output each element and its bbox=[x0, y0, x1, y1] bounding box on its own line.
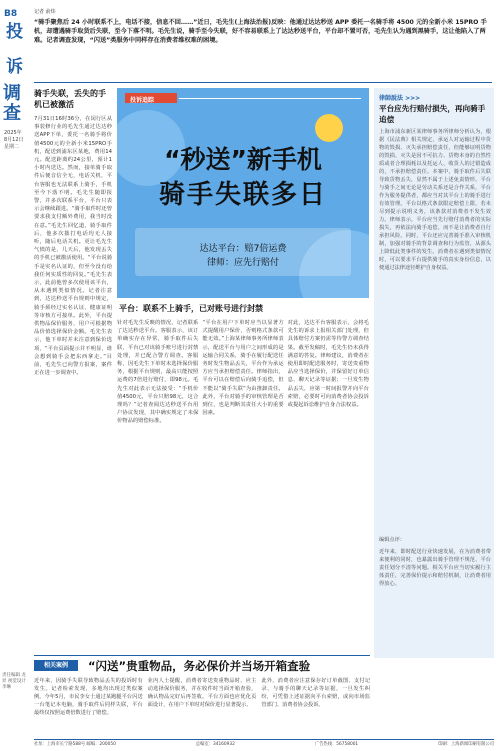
section-char-1: 投 bbox=[6, 22, 23, 42]
sidebar-comment: 近年来，即时配送行业快速发展，在为消费者带来便利的同时，也暴露出骑手管理不规范、平台责任划分不清等问题。相关平台应当切实履行主体责任，完善保价提示和赔付机制，让消费者用得放心。 bbox=[379, 549, 491, 587]
story-lost-phone-body: 7月31日16时36分，在闵行区从事装修行业的毛先生通过达达秒送APP下单，委托一名骑手将价值4500元的全新小米15PRO手机，配送到浦东区某地，费用14元。配送距离约24公里，预计1小时内送达。然而，接单骑手取件后便音信全无，电话关机，平台客服也无法联系上骑手，手机至今下落不明。毛先生随即报警，并多次联系平台，平台只表示会继续跟进。“骑手取件时还曾要求我支付额外费用，我当时没在意。”毛先生回忆道，骑手取件后，他多次拨打电话均无人接听，随后电话关机。更让毛先生气愤的是，几天后，他发现丢失的手机已被激活使用。“平台说骑手是实名认证的，但至今没有给我任何实质性的回复。”毛先生表示，此前他曾多次使用该平台，从未遇到类似情况。记者注意到，达达秒送平台规则中规定，骑手须经过实名认证、健康证明等审核方可接单。此外，平台提供物品保价服务，用户可根据物品价值选择保价金额。毛先生表示，他下单时并未注意到保价选项，“平台页面提示并不明显，谁会想到骑手会把东西拿走。”目前，毛先生已向警方报案，案件正在进一步调查中。 bbox=[34, 116, 112, 377]
hero-headline-2: 骑手失联多日 bbox=[158, 180, 327, 210]
top-divider bbox=[34, 82, 492, 83]
related-col-3: 此外，消费者应注意保存好订单截图、支付记录、与骑手的聊天记录等证据，一旦发生纠纷，可凭借上述证据向平台索赔，或向市场监管部门、消费者协会投诉。 bbox=[261, 678, 371, 708]
section-title: 调查 bbox=[3, 83, 21, 124]
footer-print: 印刷：上海新闻印刷有限公司 bbox=[438, 742, 494, 747]
related-title: “闪送”贵重物品，务必保价并当场开箱查验 bbox=[88, 659, 311, 673]
lead-paragraph: “骑手聚焦后 24 小时联系不上，电话不接，信息不回……”近日，毛先生(上海法治报)反映：他通过达达秒送 APP 委托一名骑手将 4500 元的全新小米 15PRO 手机，却遭遇骑手取货后失联，至今下落不明。毛先生说，骑手至今失联，好不容易联系上了达达秒送平台，平台却不置可否，毛先生认为遇到黑骑手，这让他陷入了两难。记者调查发现，“闪送”类服务中同样存在消费者维权难的困境。 bbox=[34, 19, 487, 44]
date-day: 8月12日 bbox=[4, 137, 24, 143]
page-number: B8 bbox=[4, 9, 18, 19]
section-char-2: 诉 bbox=[6, 57, 23, 77]
sidebar-body: 上海市浦东新区某律师事务所律师分析认为，根据《民法典》相关规定，承运人对运输过程中货物的毁损、灭失承担赔偿责任，但能够证明货物的毁损、灭失是因不可抗力、货物本身的自然性质或者合理损耗以及托运人、收货人的过错造成的，不承担赔偿责任。本案中，骑手取件后失联导致货物丢失，显然不属于上述免责情形。平台与骑手之间无论是劳动关系还是合作关系，平台作为服务提供者，都应当对其平台上的骑手进行有效管理。平台以格式条款限定赔偿上限，若未尽到提示说明义务，该条款对消费者不发生效力。律师表示，平台应当先行赔付消费者的实际损失，再依法向骑手追偿，而不是让消费者自行承担风险。同时，平台还应完善骑手准入审核机制，加强对骑手的背景调查和行为监管，从源头上降低此类事件的发生。消费者在遇到类似情况时，可以要求平台提供骑手的真实身份信息，以便通过法律途径维护自身权益。 bbox=[379, 129, 491, 271]
editor-credit: 责任编辑 龙昇 视觉设计 李琳 bbox=[2, 673, 26, 690]
bottom-divider bbox=[34, 655, 370, 656]
masthead-column bbox=[0, 0, 30, 751]
related-tag: 相关案例 bbox=[34, 660, 78, 671]
story-lost-phone-title: 骑手失联，丢失的手机已被激活 bbox=[34, 89, 106, 109]
page-footer bbox=[34, 739, 494, 747]
footer-ad: 广告热线：56758001 bbox=[314, 742, 359, 747]
related-columns bbox=[34, 677, 370, 717]
story-platform-col-2: “平台在用户下单时应当以显著方式提醒用户保价，否则格式条款可能无效。”上海某律师事务所律师表示，配送平台与用户之间形成的是运输合同关系，骑手在履行配送任务时发生物品丢失，平台作为承运方应当承担赔偿责任。律师指出，平台可以在赔偿后向骑手追偿，但不能以“骑手失联”为由推卸责任。此外，平台对骑手的审核管理是否到位，也是判断其责任大小的重要因素。 bbox=[202, 320, 284, 417]
hero-subline-platform: 达达平台：赔7倍运费 bbox=[199, 244, 287, 254]
footer-address: 社址：上海市长宁路588号 邮编：200050 bbox=[34, 742, 116, 747]
story-platform-columns bbox=[117, 319, 369, 426]
date-year: 2025年 bbox=[4, 130, 22, 136]
hero-subline-lawyer: 律师：应先行赔付 bbox=[206, 258, 279, 268]
related-col-1: 近年来，因骑手失联导致物品丢失的投诉时有发生。记者检索发现，多地均出现过类似案例。今年5月，市民李女士通过某跑腿平台闪送一台笔记本电脑，骑手取件后同样失联，平台最终仅按照运费倍数进行了赔偿。 bbox=[34, 678, 143, 716]
story-platform-title: 平台：联系不上骑手，已对账号进行封禁 bbox=[119, 304, 263, 313]
lawyer-sidebar bbox=[374, 88, 494, 658]
story-platform-col-1: 针对毛先生反映的情况，记者联系了达达秒送平台。客服表示，该订单确实存在异常，骑手取件后失联，平台已对该骑手账号进行封禁处理，并已配合警方调查。客服称，因毛先生下单时未选择保价服务，根据平台规则，最高只能按照运费的7倍进行赔付，即98元。毛先生对此表示无法接受：“手机价值4500元，平台只赔98元，这合理吗？”记者查阅达达秒送平台用户协议发现，其中确实规定了未保价物品的赔偿标准。 bbox=[117, 320, 199, 425]
lead-section bbox=[34, 8, 492, 45]
hero-tag: 投诉追踪 bbox=[130, 97, 155, 104]
issue-date bbox=[4, 130, 24, 151]
hero-headline-1: “秒送”新手机 bbox=[164, 145, 322, 174]
sidebar-title: 平台应先行赔付损失，再向骑手追偿 bbox=[379, 104, 486, 124]
story-lost-phone bbox=[34, 88, 112, 378]
story-platform bbox=[117, 303, 369, 426]
hero-graphic bbox=[117, 88, 369, 298]
sidebar-label: 律師說法 >>> bbox=[379, 95, 421, 102]
related-col-2: 业内人士提醒，消费者寄送贵重物品时，应主动选择保价服务，并在收件时当面开箱查验，确认物品完好后再签收。平台方面也应优化页面设计，在用户下单时对保价进行显著提示。 bbox=[147, 678, 257, 708]
sidebar-signoff: 编辑点评： bbox=[379, 537, 405, 543]
footer-phone: 总编室：34160932 bbox=[195, 742, 235, 747]
story-platform-col-3: 对此，达达平台客服表示，会将毛先生的诉求上报相关部门处理，但具体赔付方案仍需等待警方调查结果。截至发稿时，毛先生仍未获得满意的答复。律师建议，消费者在使用即时配送服务时，寄送贵重物品应当选择保价，并保留好订单信息、聊天记录等证据；一旦发生物品丢失，应第一时间报警并向平台索赔，必要时可向消费者协会投诉或提起诉讼维护自身合法权益。 bbox=[287, 320, 369, 409]
date-weekday: 星期二 bbox=[4, 144, 20, 150]
hero-tag-line bbox=[179, 98, 361, 99]
reporter-byline: 记者 俞炜 bbox=[34, 9, 56, 15]
